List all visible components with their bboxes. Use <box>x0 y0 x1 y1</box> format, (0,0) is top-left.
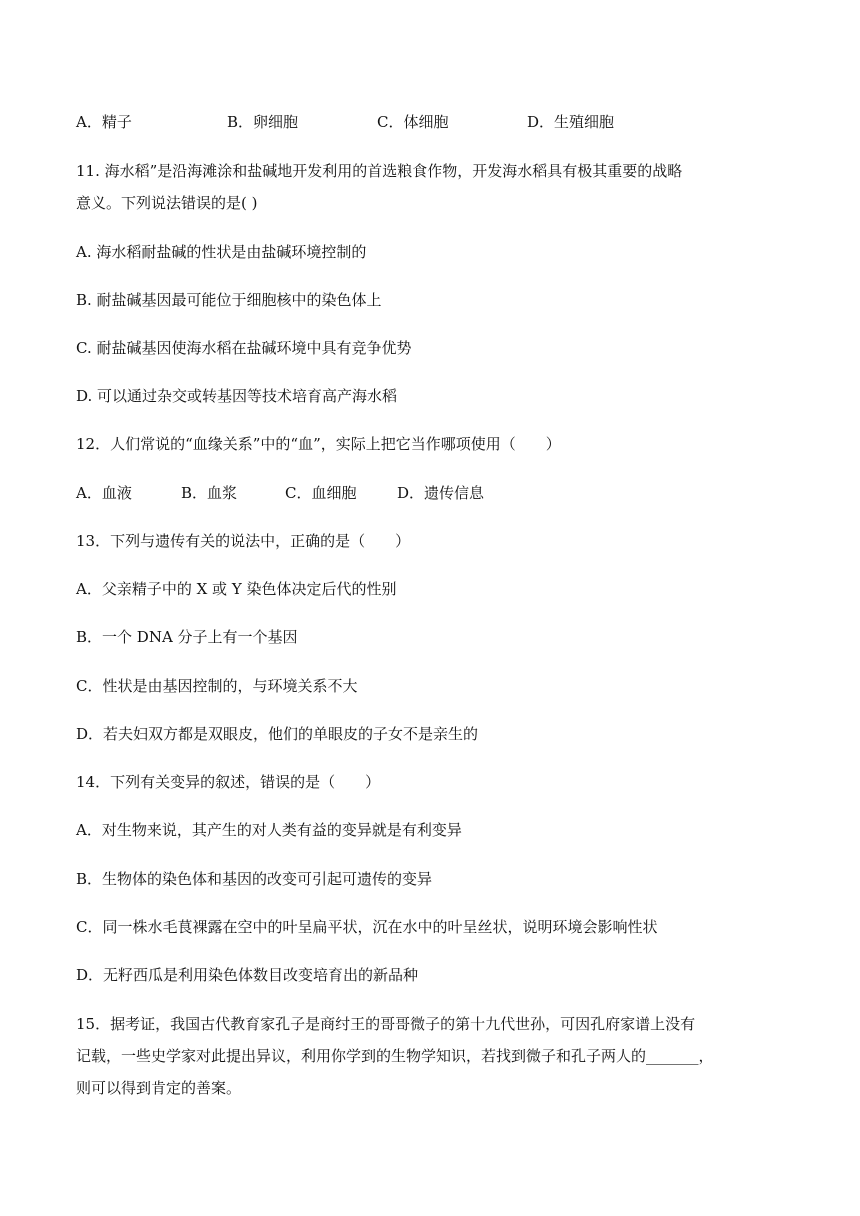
q15-line-3: 则可以得到肯定的善案。 <box>76 1079 242 1097</box>
q10-option-b: B．卵细胞 <box>227 113 299 131</box>
q12-option-d: D．遗传信息 <box>397 484 485 502</box>
q11-option-c: C. 耐盐碱基因使海水稻在盐碱环境中具有竞争优势 <box>76 339 412 357</box>
q11-option-d: D. 可以通过杂交或转基因等技术培育高产海水稻 <box>76 387 398 405</box>
q10-option-a: A．精子 <box>76 113 132 131</box>
q15-line-2: 记载，一些史学家对此提出异议，利用你学到的生物学知识，若找到微子和孔子两人的_______， <box>76 1047 714 1065</box>
q13-option-b: B．一个 DNA 分子上有一个基因 <box>76 628 298 646</box>
q14-option-c: C．同一株水毛茛裸露在空中的叶呈扁平状，沉在水中的叶呈丝状，说明环境会影响性状 <box>76 918 658 936</box>
q14-option-a: A．对生物来说，其产生的对人类有益的变异就是有利变异 <box>76 821 462 839</box>
q11-option-a: A. 海水稻耐盐碱的性状是由盐碱环境控制的 <box>76 243 367 261</box>
q11-option-b: B. 耐盐碱基因最可能位于细胞核中的染色体上 <box>76 291 382 309</box>
q13-stem: 13．下列与遗传有关的说法中，正确的是（ ） <box>76 532 411 550</box>
q12-option-b: B．血浆 <box>181 484 238 502</box>
q13-option-d: D．若夫妇双方都是双眼皮，他们的单眼皮的子女不是亲生的 <box>76 725 479 743</box>
q10-option-c: C．体细胞 <box>377 113 449 131</box>
q14-stem: 14．下列有关变异的叙述，错误的是（ ） <box>76 773 381 791</box>
q13-option-a: A．父亲精子中的 X 或 Y 染色体决定后代的性别 <box>76 580 397 598</box>
q11-stem-line-1: 11. 海水稻”是沿海滩涂和盐碱地开发利用的首选粮食作物，开发海水稻具有极其重要的战略 <box>76 162 683 180</box>
q12-option-c: C．血细胞 <box>285 484 357 502</box>
q13-option-c: C．性状是由基因控制的，与环境关系不大 <box>76 677 358 695</box>
q10-option-d: D．生殖细胞 <box>527 113 615 131</box>
q11-stem-line-2: 意义。下列说法错误的是( ) <box>76 194 258 212</box>
q12-stem: 12．人们常说的“血缘关系”中的“血”，实际上把它当作哪项使用（ ） <box>76 435 561 453</box>
q15-line-1: 15．据考证，我国古代教育家孔子是商纣王的哥哥微子的第十九代世孙，可因孔府家谱上没有 <box>76 1015 696 1033</box>
q14-option-d: D．无籽西瓜是利用染色体数目改变培育出的新品种 <box>76 966 419 984</box>
q14-option-b: B．生物体的染色体和基因的改变可引起可遗传的变异 <box>76 870 433 888</box>
q12-option-a: A．血液 <box>76 484 132 502</box>
